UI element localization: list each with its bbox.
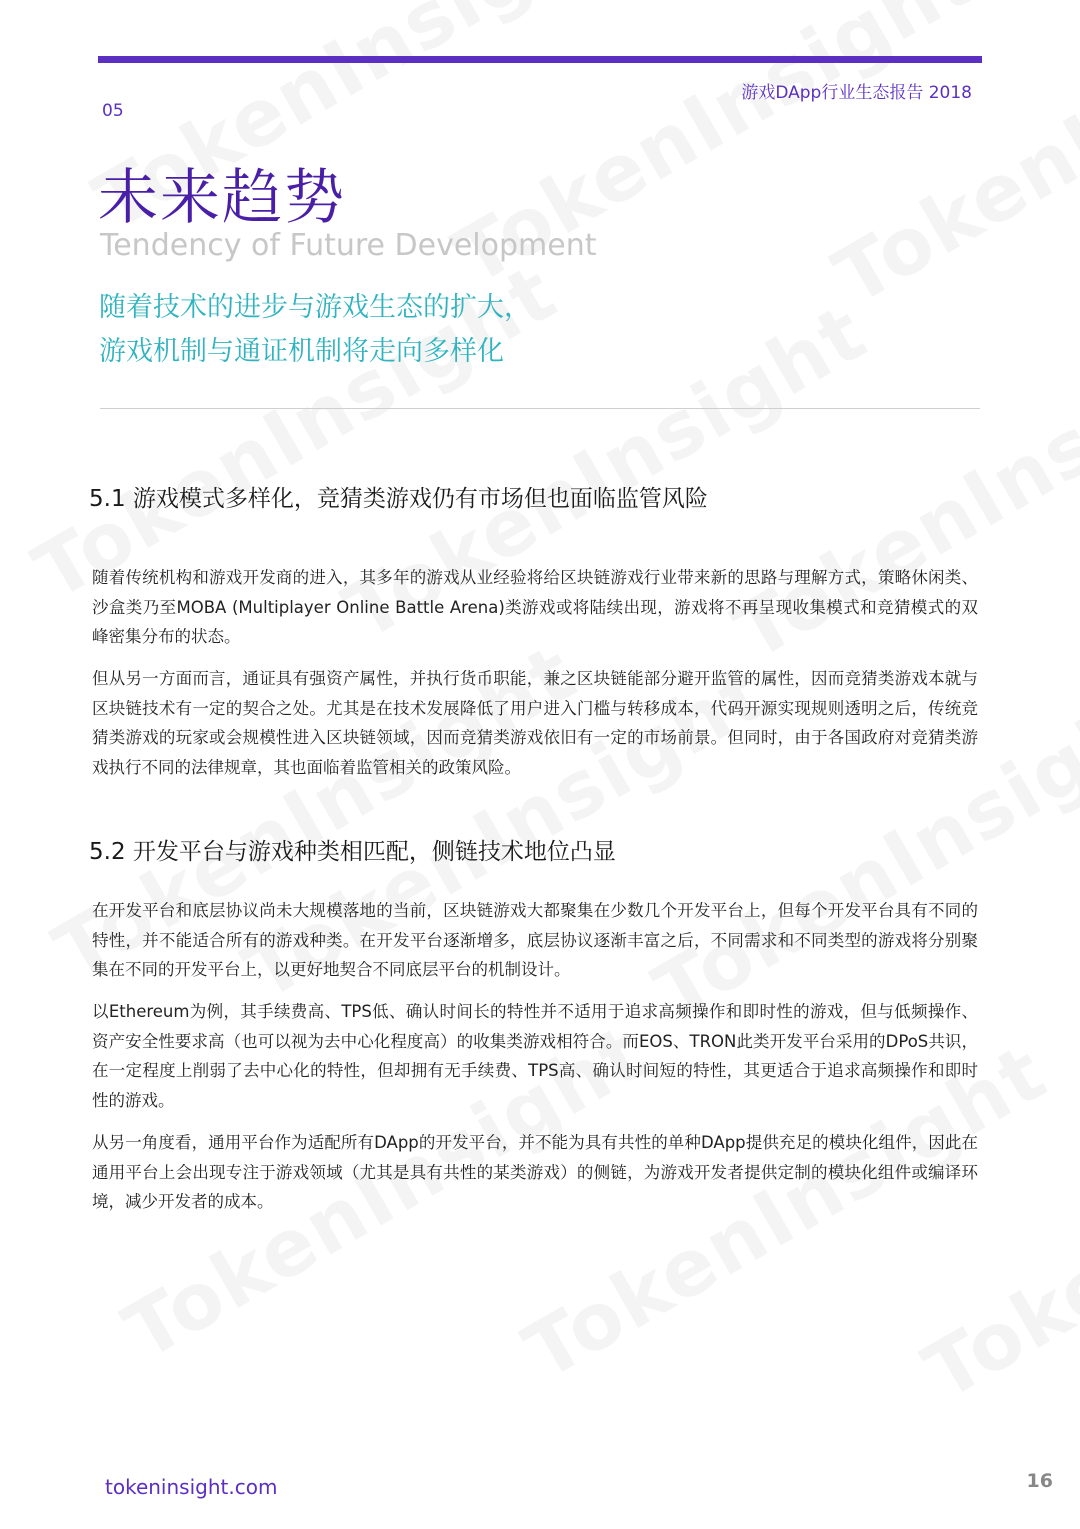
tagline-line: 游戏机制与通证机制将走向多样化 xyxy=(99,336,504,367)
report-title: 游戏DApp行业生态报告 2018 xyxy=(741,83,972,103)
chapter-tagline xyxy=(99,286,531,374)
chapter-title: 未来趋势 xyxy=(98,163,346,233)
header-accent-bar xyxy=(98,56,982,63)
section-divider xyxy=(100,408,980,409)
chapter-number: 05 xyxy=(102,101,124,121)
chapter-subtitle: Tendency of Future Development xyxy=(100,228,597,263)
paragraph: 从另一角度看，通用平台作为适配所有DApp的开发平台，并不能为具有共性的单种DApp提供充足的模块化组件，因此在通用平台上会出现专注于游戏领域（尤其是具有共性的某类游戏）的侧链，为游戏开发者提供定制的模块化组件或编译环境，减少开发者的成本。 xyxy=(92,1133,978,1211)
paragraph: 但从另一方面而言，通证具有强资产属性，并执行货币职能，兼之区块链能部分避开监管的属性，因而竞猜类游戏本就与区块链技术有一定的契合之处。尤其是在技术发展降低了用户进入门槛与转移成本，代码开源实现规则透明之后，传统竞猜类游戏的玩家或会规模性进入区块链领域，因而竞猜类游戏依旧有一定的市场前景。但同时，由于各国政府对竞猜类游戏执行不同的法律规章，其也面临着监管相关的政策风险。 xyxy=(92,669,978,777)
section-heading-5-1: 5.1 游戏模式多样化，竞猜类游戏仍有市场但也面临监管风险 xyxy=(89,486,708,512)
paragraph: 以Ethereum为例，其手续费高、TPS低、确认时间长的特性并不适用于追求高频操作和即时性的游戏，但与低频操作、资产安全性要求高（也可以视为去中心化程度高）的收集类游戏相符合。而EOS、TRON此类开发平台采用的DPoS共识，在一定程度上削弱了去中心化的特性，但却拥有无手续费、TPS高、确认时间短的特性，其更适合于追求高频操作和即时性的游戏。 xyxy=(92,1002,978,1110)
section-heading-5-2: 5.2 开发平台与游戏种类相匹配，侧链技术地位凸显 xyxy=(89,839,616,865)
page-number: 16 xyxy=(1026,1470,1053,1492)
paragraph: 在开发平台和底层协议尚未大规模落地的当前，区块链游戏大都聚集在少数几个开发平台上，但每个开发平台具有不同的特性，并不能适合所有的游戏种类。在开发平台逐渐增多，底层协议逐渐丰富之后，不同需求和不同类型的游戏将分别聚集在不同的开发平台上，以更好地契合不同底层平台的机制设计。 xyxy=(92,901,978,979)
tagline-line: 随着技术的进步与游戏生态的扩大， xyxy=(99,292,531,323)
footer-website-link[interactable]: tokeninsight.com xyxy=(105,1475,278,1499)
watermark-text xyxy=(820,0,1080,323)
paragraph: 随着传统机构和游戏开发商的进入，其多年的游戏从业经验将给区块链游戏行业带来新的思路与理解方式，策略休闲类、沙盒类乃至MOBA (Multiplayer Online Battle Arena)类游戏或将陆续出现，游戏将不再呈现收集模式和竞猜模式的双峰密集分布的状态。 xyxy=(92,568,978,646)
